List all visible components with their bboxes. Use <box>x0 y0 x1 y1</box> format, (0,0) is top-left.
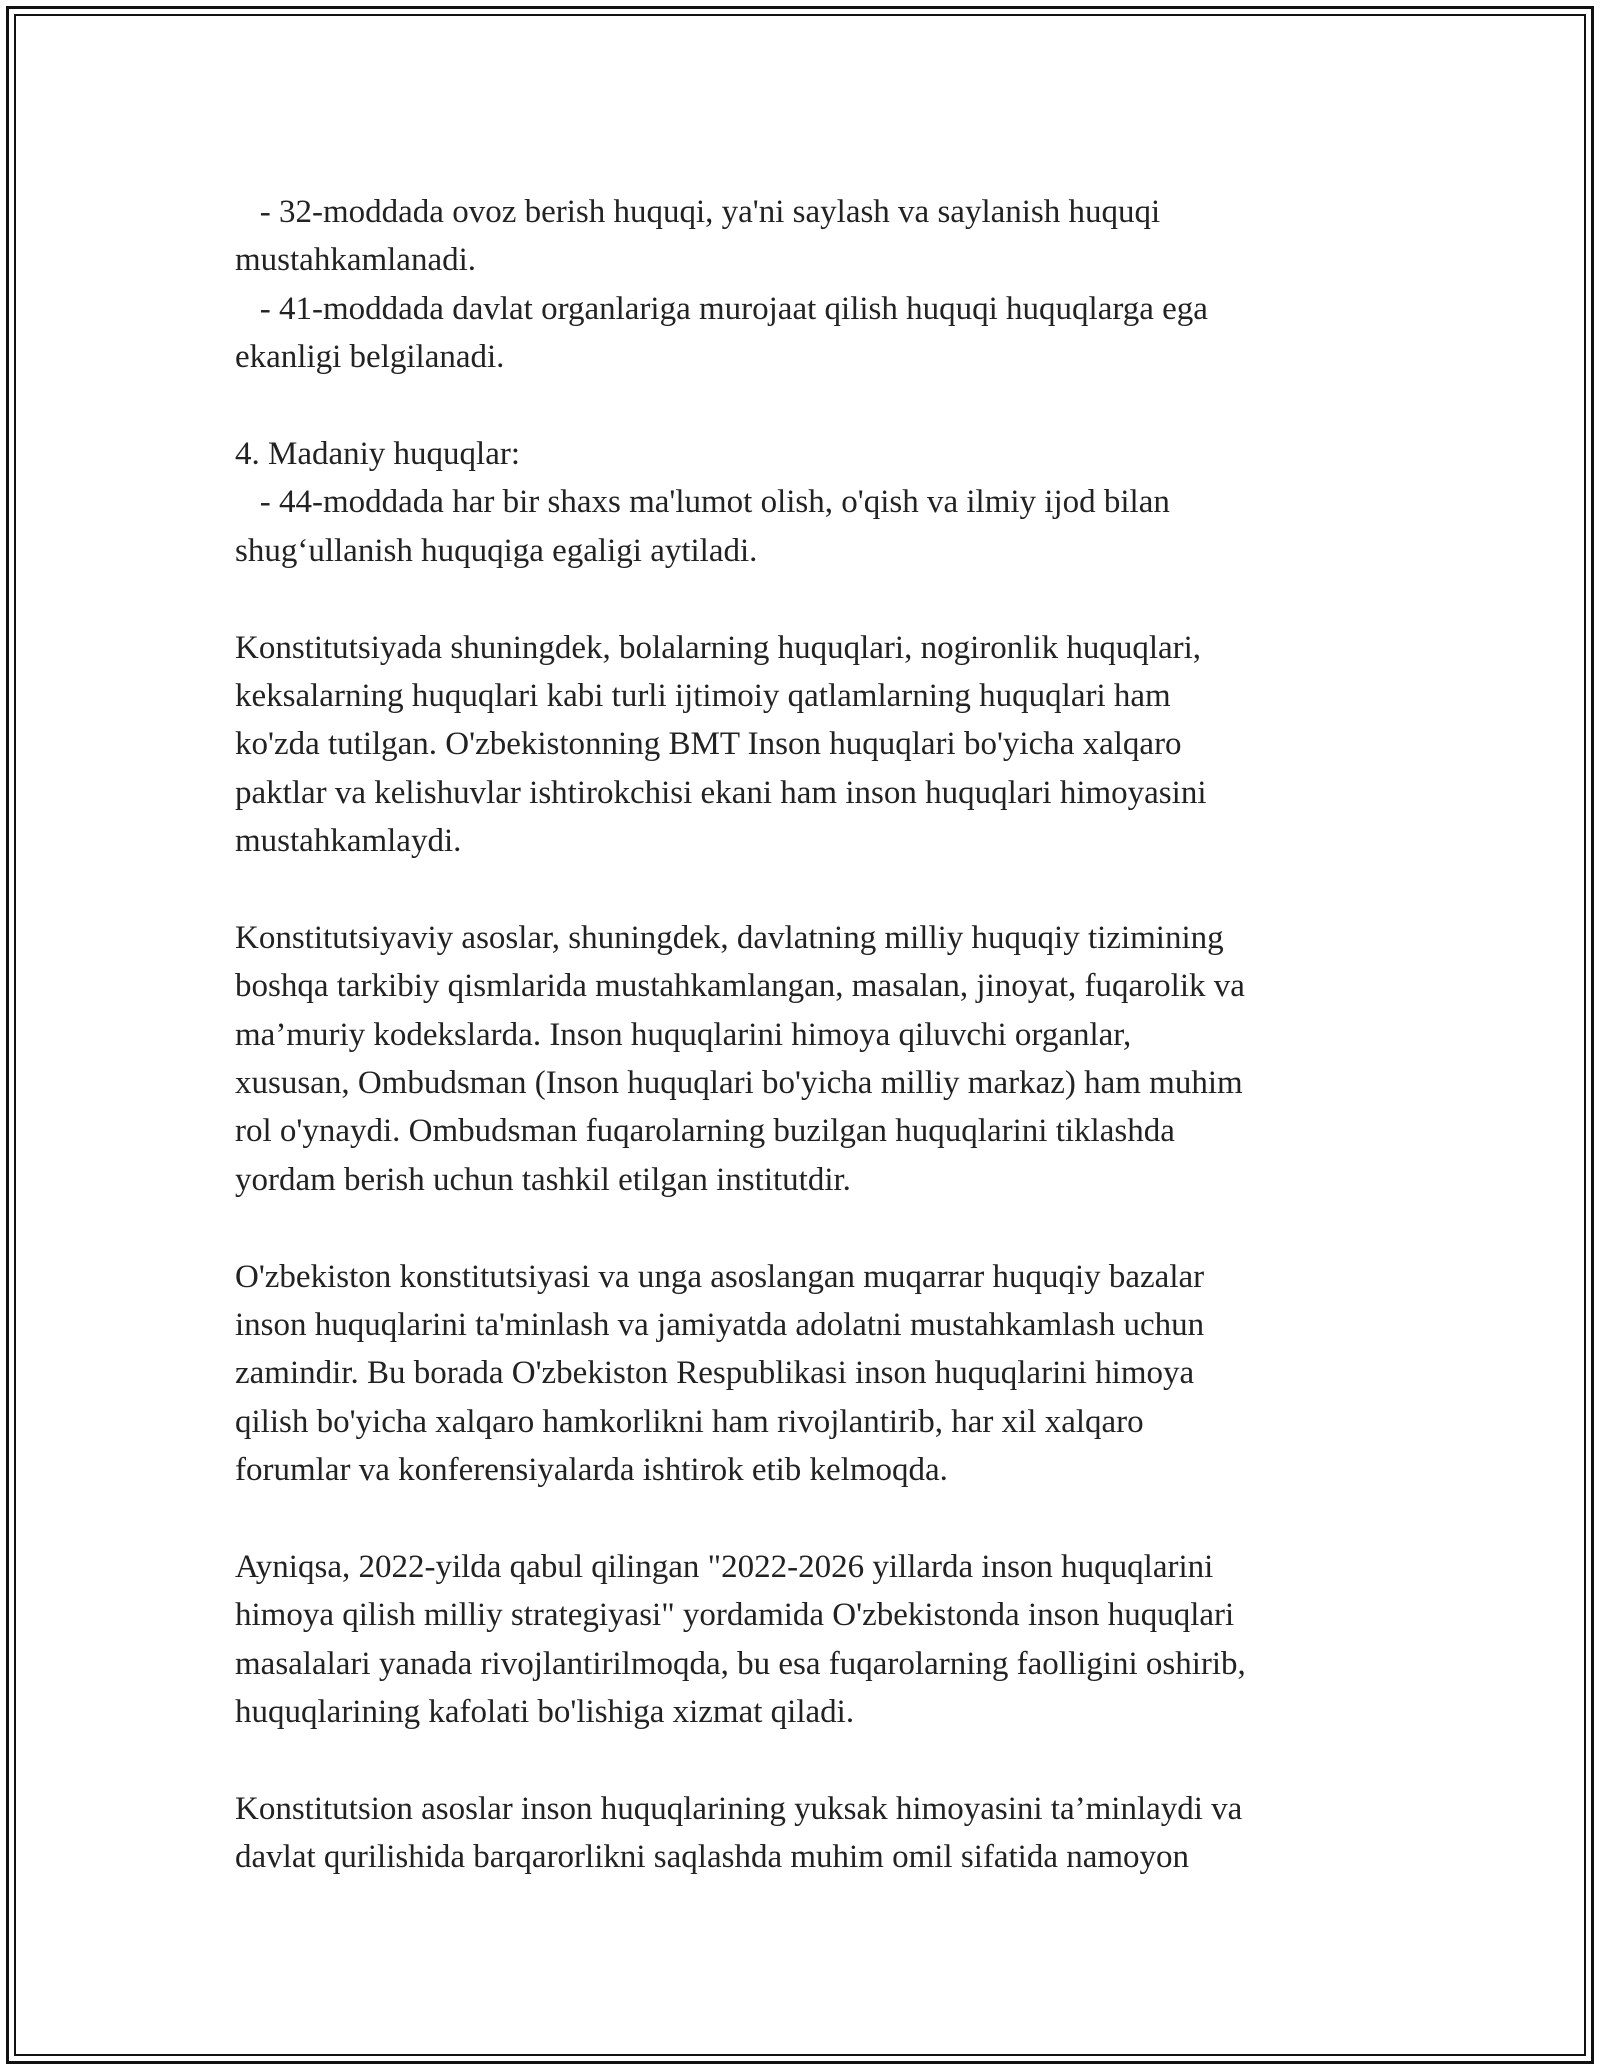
text-line: zamindir. Bu borada O'zbekiston Respublikasi inson huquqlarini himoya <box>235 1355 1195 1392</box>
text-line: himoya qilish milliy strategiyasi" yordamida O'zbekistonda inson huquqlari <box>235 1597 1235 1634</box>
block-cultural-rights-heading <box>235 430 1375 478</box>
text-line: masalalari yanada rivojlantirilmoqda, bu esa fuqarolarning faolligini oshirib, <box>235 1645 1246 1682</box>
text-line: davlat qurilishida barqarorlikni saqlashda muhim omil sifatida namoyon <box>235 1839 1190 1876</box>
text-line: mustahkamlaydi. <box>235 823 462 860</box>
paragraph-gap <box>235 865 1375 913</box>
text-line: Konstitutsion asoslar inson huquqlarining yuksak himoyasini ta’minlaydi va <box>235 1790 1243 1827</box>
text-line: inson huquqlarini ta'minlash va jamiyatda adolatni mustahkamlash uchun <box>235 1306 1205 1343</box>
document-body <box>235 188 1375 1882</box>
paragraph-gap <box>235 1495 1375 1543</box>
text-line: ko'zda tutilgan. O'zbekistonning BMT Inson huquqlari bo'yicha xalqaro <box>235 726 1182 763</box>
block-article-32 <box>235 188 1375 285</box>
block-paragraph-social-groups <box>235 624 1375 866</box>
paragraph-gap <box>235 1737 1375 1785</box>
paragraph-gap <box>235 382 1375 430</box>
block-paragraph-conclusion <box>235 1785 1375 1882</box>
text-line: forumlar va konferensiyalarda ishtirok etib kelmoqda. <box>235 1452 948 1489</box>
text-line: 4. Madaniy huquqlar: <box>235 435 521 472</box>
text-line: paktlar va kelishuvlar ishtirokchisi ekani ham inson huquqlari himoyasini <box>235 774 1207 811</box>
text-line: - 44-moddada har bir shaxs ma'lumot olish, o'qish va ilmiy ijod bilan <box>235 484 1170 521</box>
text-line: rol o'ynaydi. Ombudsman fuqarolarning buzilgan huquqlarini tiklashda <box>235 1113 1175 1150</box>
text-line: ekanligi belgilanadi. <box>235 339 505 376</box>
text-line: Konstitutsiyada shuningdek, bolalarning huquqlari, nogironlik huquqlari, <box>235 629 1202 666</box>
text-line: - 41-moddada davlat organlariga murojaat qilish huquqi huquqlarga ega <box>235 290 1208 327</box>
block-article-44 <box>235 478 1375 575</box>
text-line: ma’muriy kodekslarda. Inson huquqlarini himoya qiluvchi organlar, <box>235 1016 1132 1053</box>
text-line: shug‘ullanish huquqiga egaligi aytiladi. <box>235 532 758 569</box>
text-line: xususan, Ombudsman (Inson huquqlari bo'yicha milliy markaz) ham muhim <box>235 1065 1243 1102</box>
text-line: keksalarning huquqlari kabi turli ijtimoiy qatlamlarning huquqlari ham <box>235 677 1171 714</box>
text-line: yordam berish uchun tashkil etilgan institutdir. <box>235 1161 851 1198</box>
block-article-41 <box>235 285 1375 382</box>
text-line: - 32-moddada ovoz berish huquqi, ya'ni saylash va saylanish huquqi <box>235 194 1161 230</box>
text-line: Ayniqsa, 2022-yilda qabul qilingan "2022-2026 yillarda inson huquqlarini <box>235 1548 1214 1585</box>
text-line: Konstitutsiyaviy asoslar, shuningdek, davlatning milliy huquqiy tizimining <box>235 919 1224 956</box>
text-line: O'zbekiston konstitutsiyasi va unga asoslangan muqarrar huquqiy bazalar <box>235 1258 1205 1295</box>
text-line: boshqa tarkibiy qismlarida mustahkamlangan, masalan, jinoyat, fuqarolik va <box>235 968 1245 1005</box>
paragraph-gap <box>235 575 1375 623</box>
block-paragraph-ombudsman <box>235 914 1375 1204</box>
block-paragraph-international <box>235 1253 1375 1495</box>
block-paragraph-strategy <box>235 1543 1375 1737</box>
text-line: qilish bo'yicha xalqaro hamkorlikni ham rivojlantirib, har xil xalqaro <box>235 1403 1144 1440</box>
text-line: huquqlarining kafolati bo'lishiga xizmat qiladi. <box>235 1694 855 1731</box>
paragraph-gap <box>235 1204 1375 1252</box>
text-line: mustahkamlanadi. <box>235 242 477 279</box>
